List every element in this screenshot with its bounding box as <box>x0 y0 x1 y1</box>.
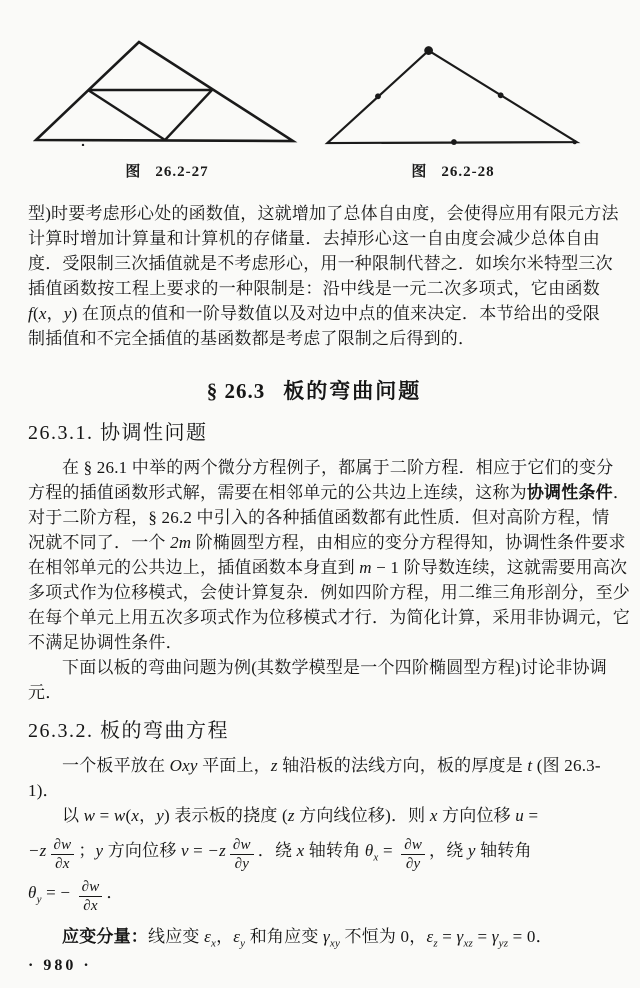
text-line <box>28 630 600 655</box>
text-segment: 在 § 26.1 中举的两个微分方程例子，都属于二阶方程．相应于它们的变分 <box>62 458 614 477</box>
subdivided-triangle-diagram <box>33 34 298 146</box>
caption-number: 26.2-28 <box>441 164 495 180</box>
text-segment: 轴沿板的法线方向，板的厚度是 <box>277 756 528 775</box>
subsection-heading-26-3-2: 26.3.2. 板的弯曲方程 <box>28 720 229 742</box>
math-segment: w <box>83 806 96 825</box>
text-segment: 型)时要考虑形心处的函数值，这就增加了总体自由度，会使得应用有限元方法 <box>28 204 619 223</box>
text-segment: 计算时增加计算量和计算机的存储量．去掉形心这一自由度会减少总体自由 <box>28 229 600 248</box>
text-segment: − 1 阶导数连续，这就需要用高次 <box>371 558 628 577</box>
text-segment: 一个板平放在 <box>62 756 170 775</box>
text-line <box>28 505 610 530</box>
paragraph-continuation <box>28 201 619 351</box>
text-segment: = 0． <box>508 927 553 946</box>
text-line <box>28 251 613 276</box>
math-segment: x <box>131 806 140 825</box>
text-segment: = <box>437 927 457 946</box>
text-segment: 方向线位移)．则 <box>294 806 430 825</box>
math-segment: 2m <box>170 533 192 552</box>
math-segment: w <box>113 806 126 825</box>
fraction: $\frac{\partial w}{\partial y}$ <box>230 837 254 873</box>
text-line <box>28 326 600 351</box>
subscripted-variable: $\theta_y$ <box>28 883 42 906</box>
text-segment: 下面以板的弯曲问题为例(其数学模型是一个四阶椭圆型方程)讨论非协调 <box>62 658 607 677</box>
text-segment: 况就不同了．一个 <box>28 533 171 552</box>
subscripted-variable: $\theta_x$ <box>364 841 379 864</box>
text-line <box>28 753 600 778</box>
text-segment: = − <box>41 883 75 902</box>
math-segment: x <box>296 841 305 860</box>
displacement-formula-line <box>28 830 600 872</box>
text-segment: 多项式作为位移模式，会使计算复杂．例如四阶方程，用二维三角形剖分，至少 <box>28 583 630 602</box>
text-line <box>28 455 614 480</box>
text-segment: 以 <box>62 806 84 825</box>
text-line <box>28 778 600 803</box>
bold-segment: 应变分量： <box>62 927 148 946</box>
text-segment: 方程的插值函数形式解，需要在相邻单元的公共边上连续，这称为 <box>28 483 527 502</box>
math-segment: y <box>467 841 476 860</box>
text-segment: = <box>473 927 492 946</box>
section-title: 板的弯曲问题 <box>283 379 422 403</box>
text-line <box>28 555 628 580</box>
text-segment: ) 表示板的挠度 ( <box>164 806 288 825</box>
math-segment: z <box>287 806 295 825</box>
math-segment: y <box>63 304 72 323</box>
fraction: $\frac{\partial w}{\partial y}$ <box>401 837 425 873</box>
bottom-midpoint-dot <box>451 139 457 145</box>
text-segment: 在相邻单元的公共边上，插值函数本身直到 <box>28 558 360 577</box>
text-line <box>28 605 630 630</box>
text-segment: 制插值和不完全插值的基函数都是考虑了限制之后得到的． <box>28 329 476 348</box>
text-line <box>28 201 619 226</box>
paragraph-deflection <box>28 803 600 828</box>
apex-node-dot <box>424 46 433 55</box>
left-midpoint-dot <box>375 93 381 99</box>
section-heading <box>28 377 600 405</box>
text-segment: 和角应变 <box>245 927 323 946</box>
text-line <box>28 924 600 949</box>
caption-label: 图 <box>411 164 428 180</box>
text-line <box>28 226 600 251</box>
text-line <box>28 530 626 555</box>
text-segment: ． <box>612 483 631 502</box>
math-segment: −z <box>207 841 226 860</box>
text-line <box>28 301 600 326</box>
text-line <box>28 680 600 705</box>
text-segment: ； <box>78 841 96 860</box>
text-segment: 轴转角 <box>304 841 365 860</box>
text-segment: ．绕 <box>257 841 297 860</box>
text-segment: (图 26.3- <box>532 756 601 775</box>
math-segment: −z <box>28 841 47 860</box>
triangle-with-nodes-diagram <box>319 34 584 146</box>
subsection-heading-26-3-1: 26.3.1. 协调性问题 <box>28 422 208 444</box>
text-segment: ， <box>216 927 234 946</box>
page-number: · 980 · <box>28 957 92 974</box>
text-segment: 方向位移 <box>103 841 181 860</box>
fraction: $\frac{\partial w}{\partial x}$ <box>79 879 103 915</box>
text-line <box>28 276 600 301</box>
text-segment: 线应变 <box>148 927 205 946</box>
math-segment: y <box>95 841 104 860</box>
math-segment: x <box>429 806 438 825</box>
paragraph-intro-nonconforming <box>28 655 607 705</box>
figure-caption <box>33 160 301 181</box>
figure-caption <box>319 160 587 181</box>
text-segment: 轴转角 <box>475 841 532 860</box>
text-segment: = <box>524 806 539 825</box>
text-segment: ． <box>106 883 124 902</box>
text-segment: 方向位移 <box>437 806 516 825</box>
text-line <box>28 803 600 828</box>
caption-label: 图 <box>125 164 142 180</box>
text-segment: ，绕 <box>429 841 468 860</box>
text-segment: ( <box>32 304 39 323</box>
text-segment: 插值函数按工程上要求的一种限制是：沿中线是一元二次多项式，它由函数 <box>28 279 600 298</box>
subscripted-variable: $\varepsilon_y$ <box>233 927 246 950</box>
text-segment: 对于二阶方程，§ 26.2 中引入的各种插值函数都有此性质．但对高阶方程，情 <box>28 508 610 527</box>
scan-speck <box>82 144 84 146</box>
math-segment: v <box>180 841 189 860</box>
bold-segment: 协调性条件 <box>526 483 613 502</box>
figure-26-2-28 <box>319 34 587 181</box>
math-segment: m <box>359 558 372 577</box>
text-segment: 1)． <box>28 781 60 800</box>
text-segment: ) 在顶点的值和一阶导数值以及对边中点的值来决定．本节给出的受限 <box>71 304 601 323</box>
subscripted-variable: $\gamma_{xz}$ <box>456 927 474 950</box>
rotation-formula-line <box>28 872 600 914</box>
math-segment: x <box>38 304 47 323</box>
text-line <box>28 655 607 680</box>
text-segment: ， <box>139 806 157 825</box>
paragraph-plate-setup <box>28 753 600 803</box>
text-segment: 不满足协调性条件． <box>28 633 183 652</box>
section-number: § 26.3 <box>206 379 266 403</box>
caption-number: 26.2-27 <box>155 164 209 180</box>
text-segment: 度．受限制三次插值就是不考虑形心，用一种限制代替之．如埃尔米特型三次 <box>28 254 613 273</box>
paragraph-conformity <box>28 455 631 655</box>
text-segment: 不恒为 0， <box>340 927 427 946</box>
text-segment: 在每个单元上用五次多项式作为位移模式才行．为简化计算，采用非协调元，它 <box>28 608 630 627</box>
fraction: $\frac{\partial w}{\partial x}$ <box>51 837 75 873</box>
text-segment: 平面上， <box>197 756 271 775</box>
text-segment: ( <box>125 806 132 825</box>
text-segment: = <box>378 841 398 860</box>
text-segment: = <box>188 841 208 860</box>
math-segment: Oxy <box>169 756 198 775</box>
subscripted-variable: $\varepsilon_x$ <box>204 927 217 950</box>
math-segment: t <box>527 756 533 775</box>
text-line <box>28 580 630 605</box>
subscripted-variable: $\varepsilon_z$ <box>426 927 438 950</box>
figure-26-2-27 <box>33 34 301 181</box>
figures-row <box>28 0 600 181</box>
math-segment: u <box>515 806 524 825</box>
subscripted-variable: $\gamma_{yz}$ <box>491 927 509 950</box>
text-segment: ， <box>46 304 64 323</box>
math-segment: y <box>156 806 165 825</box>
text-segment: = <box>95 806 114 825</box>
right-midpoint-dot <box>498 92 504 98</box>
paragraph-strain-components <box>28 924 600 949</box>
text-segment: 阶椭圆型方程，由相应的变分方程得知，协调性条件要求 <box>191 533 626 552</box>
math-segment: f <box>28 304 33 323</box>
text-segment: 元． <box>28 683 63 702</box>
right-vertex-dot <box>573 140 577 144</box>
text-line <box>28 480 631 505</box>
math-segment: z <box>270 756 278 775</box>
subscripted-variable: $\gamma_{xy}$ <box>322 927 341 950</box>
